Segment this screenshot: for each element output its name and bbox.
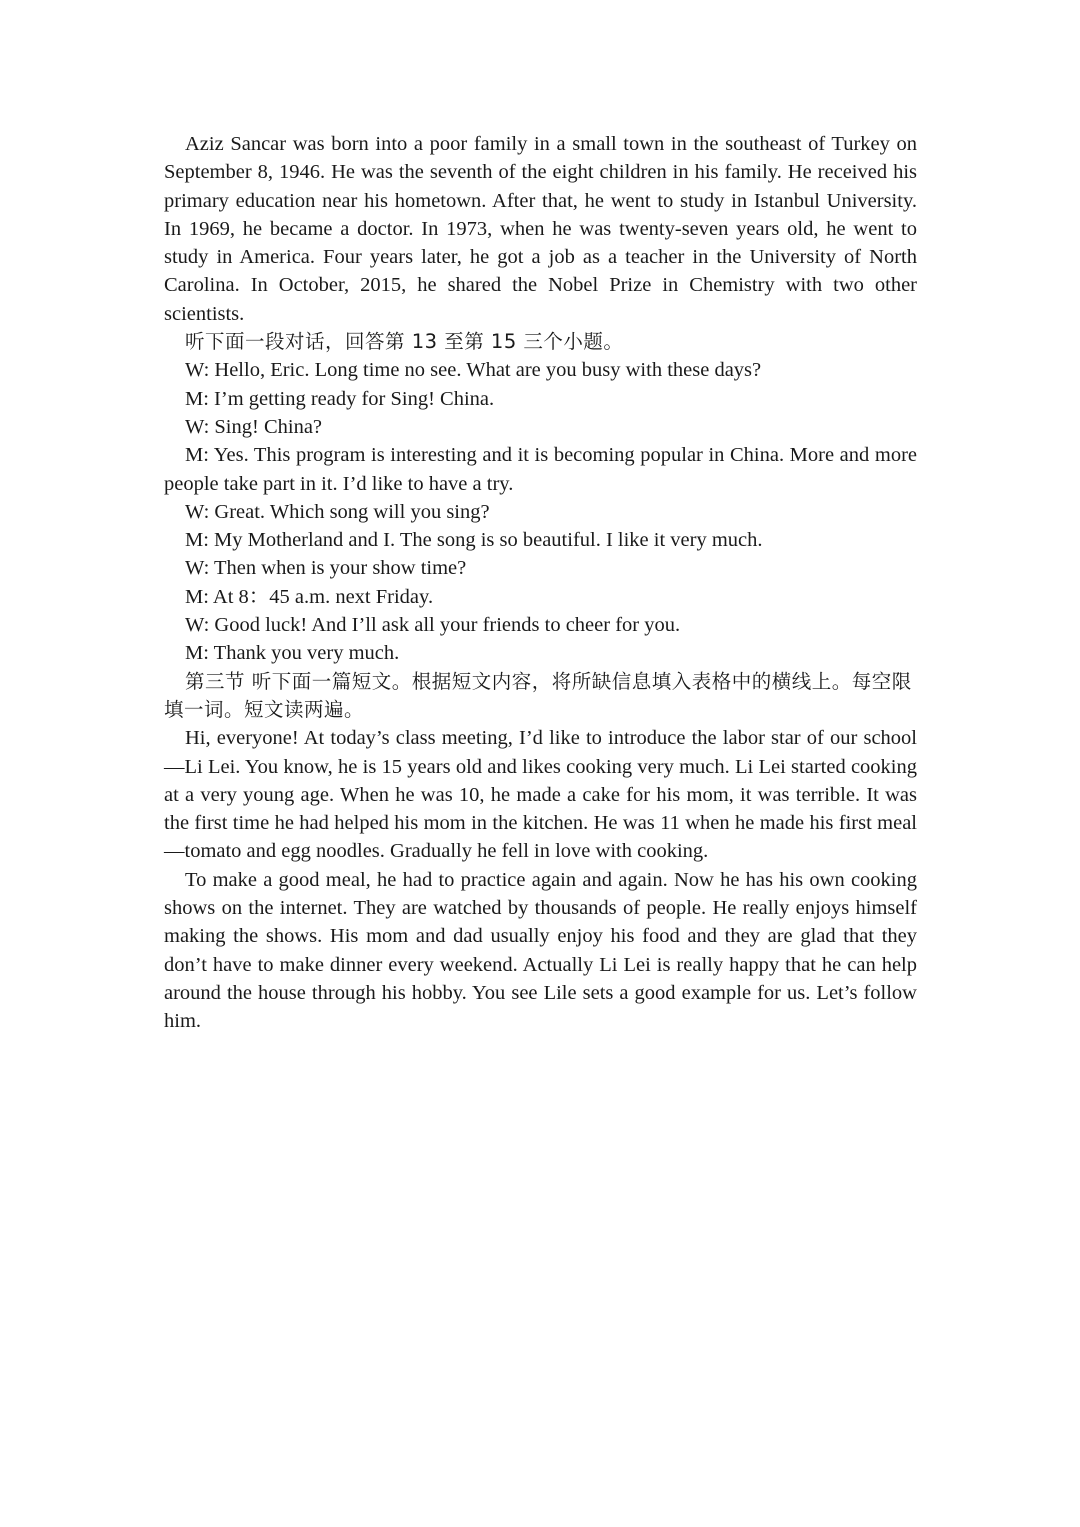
dialogue-line: W: Then when is your show time?: [185, 557, 467, 580]
dialogue-line: M: Thank you very much.: [185, 642, 400, 665]
document-body: [164, 130, 917, 1036]
dialogue-line: M: I’m getting ready for Sing! China.: [185, 387, 495, 410]
paragraph-li-lei-intro: Hi, everyone! At today’s class meeting, I’d like to introduce the labor star of our school—Li Lei. You know, he is 15 years old and likes cooking very much. Li Lei started cooking at a very young age. When he was 10, he made a cake for his mom, it was terrible. It was the first time he had helped his mom in the kitchen. He was 11 when he made his first meal—tomato and egg noodles. Gradually he fell in love with cooking.: [164, 727, 917, 863]
paragraph-li-lei-cooking-shows: To make a good meal, he had to practice again and again. Now he has his own cooking shows on the internet. They are watched by thousands of people. He really enjoys himself making the shows. His mom and dad usually enjoy his food and they are glad that they don’t have to make dinner every weekend. Actually Li Lei is really happy that he can help around the house through his hobby. You see Lile sets a good example for us. Let’s follow him.: [164, 868, 917, 1033]
paragraph-aziz-sancar: Aziz Sancar was born into a poor family in a small town in the southeast of Turkey on September 8, 1946. He was the seventh of the eight children in his family. He received his primary education near his hometown. After that, he went to study in Istanbul University. In 1969, he became a doctor. In 1973, when he was twenty-seven years old, he went to study in America. Four years later, he got a job as a teacher in the University of North Carolina. In October, 2015, he shared the Nobel Prize in Chemistry with two other scientists.: [164, 133, 917, 325]
dialogue-line: W: Great. Which song will you sing?: [185, 500, 490, 523]
dialogue-line: M: Yes. This program is interesting and it is becoming popular in China. More and more people take part in it. I’d like to have a try.: [164, 444, 917, 495]
section-instruction-dialogue: 听下面一段对话，回答第 13 至第 15 三个小题。: [185, 330, 624, 354]
dialogue-line: W: Sing! China?: [185, 415, 323, 438]
dialogue-line: M: My Motherland and I. The song is so beautiful. I like it very much.: [185, 529, 763, 552]
dialogue-line: W: Good luck! And I’ll ask all your friends to cheer for you.: [185, 614, 681, 637]
dialogue-line: W: Hello, Eric. Long time no see. What are you busy with these days?: [185, 359, 762, 382]
dialogue-line: M: At 8：45 a.m. next Friday.: [185, 585, 434, 608]
section-instruction-passage: 第三节 听下面一篇短文。根据短文内容，将所缺信息填入表格中的横线上。每空限填一词。短文读两遍。: [164, 669, 912, 721]
